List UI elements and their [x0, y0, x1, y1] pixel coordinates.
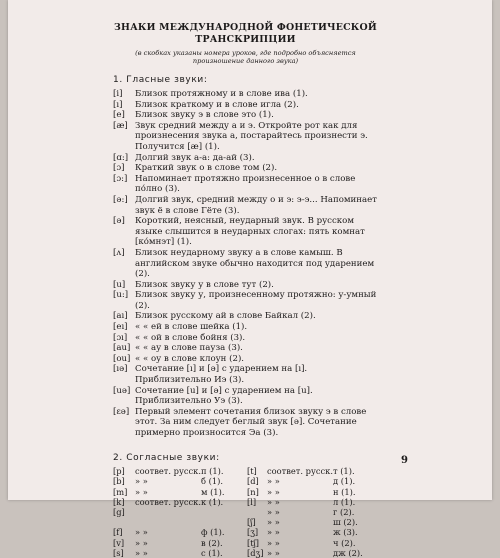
consonant-cell-l1: » » — [135, 547, 148, 558]
vowel-description: Близок русскому ай в слове Байкал (2). — [135, 311, 316, 322]
vowel-symbol: [uə] — [113, 385, 131, 396]
vowel-entry — [113, 89, 378, 100]
consonant-cell-s1: [f] — [113, 527, 123, 538]
title-line-2: ТРАНСКРИПЦИИ — [195, 33, 296, 45]
vowel-entry — [113, 100, 378, 111]
consonant-cell-v2: ж (3). — [332, 527, 358, 538]
vowel-description: Долгий звук, средний между о и э: э-э... Напоминает звук ё в слове Гёте (3). — [135, 194, 377, 216]
consonant-cell-l2: » » — [266, 507, 280, 517]
consonant-row — [113, 497, 378, 507]
consonant-cell-s1: [g] — [113, 507, 125, 517]
vowel-description: Сочетание [u] и [ə] с ударением на [u]. Приблизительно Уэ (3). — [135, 385, 313, 407]
consonant-table-body — [113, 466, 378, 558]
consonant-cell-s2: [n] — [246, 486, 259, 497]
vowel-symbol: [æ] — [113, 120, 128, 131]
vowel-description: « « оу в слове клоун (2). — [135, 353, 245, 364]
vowel-description: Сочетание [ı] и [ə] с ударением на [ı]. Приблизительно Иэ (3). — [135, 364, 308, 386]
page-content — [113, 22, 378, 558]
vowels-heading: 1. Гласные звуки: — [113, 75, 208, 86]
consonant-row — [113, 466, 378, 476]
vowel-symbol: [eı] — [113, 322, 128, 333]
consonant-cell-v2: д (1). — [332, 476, 356, 487]
vowel-entry — [113, 248, 378, 280]
consonant-cell-v2: г (2). — [332, 507, 355, 517]
consonant-row — [113, 538, 378, 548]
consonant-cell-v2: дж (2). — [332, 547, 363, 558]
vowel-description: Близок звуку э в слове это (1). — [135, 110, 274, 121]
vowel-symbol: [u] — [113, 279, 126, 290]
vowel-symbol: [e] — [113, 110, 125, 121]
vowel-description: Напоминает протяжно произнесенное о в слове по́лно (3). — [135, 173, 356, 195]
consonant-cell-l2: » » — [266, 547, 280, 558]
vowel-symbol: [aı] — [113, 311, 128, 322]
vowel-symbol: [ə:] — [113, 194, 128, 205]
consonant-cell-v2: н (1). — [332, 486, 356, 497]
consonant-cell-s1: [p] — [113, 466, 125, 477]
vowel-symbol: [ɛə] — [113, 406, 130, 417]
consonant-cell-v2: л (1). — [332, 496, 356, 507]
vowel-entry — [113, 290, 378, 311]
book-page — [8, 0, 492, 558]
page-number: 9 — [401, 455, 408, 466]
vowel-symbol: [ı] — [113, 99, 123, 110]
vowel-symbol: [ɔı] — [113, 332, 128, 343]
consonant-cell-v1: б (1). — [200, 476, 224, 487]
consonant-cell-s1: [s] — [113, 547, 124, 558]
vowel-entry — [113, 333, 378, 344]
title-line-1: ЗНАКИ МЕЖДУНАРОДНОЙ ФОНЕТИЧЕСКОЙ — [114, 22, 377, 33]
vowel-description: Долгий звук а-а: да-ай (3). — [135, 152, 255, 163]
consonant-cell-s2: [dʒ] — [246, 547, 264, 558]
vowel-description: Близок неударному звуку а в слове камыш. В английском звуке обычно находится под ударением (2). — [135, 247, 375, 280]
vowel-description: Короткий, неясный, неударный звук. В русском языке слышится в неударных слогах: пять комнат [ко́мнэт] (1). — [135, 216, 365, 248]
vowel-symbol: [u:] — [113, 290, 129, 301]
vowel-symbol: [ou] — [113, 353, 131, 364]
vowel-description: « « ой в слове бойня (3). — [135, 332, 246, 343]
consonant-cell-v1: ф (1). — [200, 527, 225, 538]
consonant-cell-v1: к (1). — [200, 496, 224, 507]
vowel-entry — [113, 311, 378, 322]
consonant-cell-s1: [b] — [113, 476, 125, 487]
vowel-entry — [113, 110, 378, 121]
consonant-cell-l2: » » — [266, 486, 280, 497]
vowel-entry — [113, 354, 378, 365]
vowel-entry — [113, 322, 378, 333]
vowel-description: Близок краткому и в слове игла (2). — [135, 99, 299, 110]
vowel-description: Звук средний между а и э. Откройте рот как для произнесения звука а, постарайтесь произнести э. Получится [æ] (1). — [135, 120, 368, 152]
consonant-cell-s2: [t] — [246, 466, 257, 477]
vowel-symbol: [au] — [113, 343, 131, 354]
consonant-cell-l2: » » — [266, 537, 280, 548]
vowel-entry — [113, 121, 378, 153]
consonant-row — [113, 517, 378, 527]
consonant-cell-l2: » » — [266, 496, 280, 507]
consonant-row — [113, 476, 378, 486]
vowel-entry — [113, 364, 378, 385]
consonant-cell-l1: » » — [135, 527, 148, 538]
consonant-cell-v1 — [201, 507, 247, 517]
consonant-cell-l2: » » — [266, 527, 280, 538]
vowel-symbol: [ɔ:] — [113, 173, 128, 184]
consonant-row — [113, 548, 378, 558]
consonant-table — [113, 466, 378, 558]
consonant-cell-l1: » » — [135, 486, 148, 497]
consonant-cell-v1: м (1). — [200, 486, 225, 497]
consonant-cell-l1: соответ. русск. — [135, 466, 201, 477]
vowel-symbol: [ʌ] — [113, 247, 125, 258]
consonant-cell-s2: [d] — [246, 476, 259, 487]
consonant-cell-s1: [m] — [113, 486, 128, 497]
consonant-cell-v1: в (2). — [200, 537, 223, 548]
consonant-cell-l1: » » — [135, 476, 148, 487]
vowel-entry — [113, 386, 378, 407]
consonant-cell-s2: [ʒ] — [246, 527, 259, 538]
consonant-cell-s1 — [113, 517, 135, 527]
consonant-cell-l1: соответ. русск. — [135, 496, 201, 507]
vowel-entry — [113, 153, 378, 164]
consonant-cell-v2: т (1). — [332, 466, 355, 477]
consonant-cell-s2: [l] — [246, 496, 257, 507]
consonant-cell-v2: ч (2). — [332, 537, 356, 548]
vowel-symbol: [ıə] — [113, 364, 128, 375]
consonant-cell-l2: соответ. русск. — [266, 466, 333, 477]
consonant-cell-l1 — [135, 517, 201, 527]
consonant-cell-v1: с (1). — [200, 547, 223, 558]
vowel-entry — [113, 280, 378, 291]
subtitle-note: (в скобках указаны номера уроков, где подробно объясняется произношение данного звука) — [135, 49, 356, 66]
vowel-symbol: [i] — [113, 89, 123, 99]
consonant-cell-s2: [ʃ] — [246, 517, 256, 528]
consonant-cell-v2: ш (2). — [332, 517, 358, 528]
vowel-description: Близок звуку у в слове тут (2). — [135, 279, 274, 290]
vowel-entry — [113, 343, 378, 354]
consonant-cell-v1 — [201, 517, 247, 527]
vowel-description: Близок протяжному и в слове ива (1). — [135, 89, 308, 99]
consonant-cell-l2: » » — [266, 476, 280, 487]
consonants-heading: 2. Согласные звуки: — [113, 452, 220, 463]
consonant-row — [113, 487, 378, 497]
consonant-cell-s2: [tʃ] — [246, 537, 260, 548]
vowel-entry — [113, 216, 378, 248]
consonant-cell-l1 — [135, 507, 201, 517]
vowel-entry — [113, 407, 378, 439]
consonant-cell-v1: п (1). — [200, 466, 224, 477]
consonant-cell-s1: [v] — [113, 537, 125, 548]
vowel-entry — [113, 195, 378, 216]
consonant-row — [113, 507, 378, 517]
consonant-cell-l2: » » — [266, 517, 280, 528]
vowel-description: Первый элемент сочетания близок звуку э в слове этот. За ним следует беглый звук [ə]. Сочетание примерно произносится Эа (3). — [135, 406, 367, 438]
vowel-description: Близок звуку у, произнесенному протяжно: у-умный (2). — [135, 290, 377, 311]
vowel-entry — [113, 163, 378, 174]
consonant-row — [113, 527, 378, 537]
vowel-description: « « ей в слове шейка (1). — [135, 322, 248, 333]
vowel-description: « « ау в слове пауза (3). — [135, 343, 243, 354]
vowel-list — [113, 89, 378, 439]
section-gap — [113, 439, 378, 447]
vowel-description: Краткий звук о в слове том (2). — [135, 163, 278, 174]
vowel-symbol: [ɑ:] — [113, 152, 129, 163]
vowel-symbol: [ɔ] — [113, 163, 125, 174]
vowel-entry — [113, 174, 378, 195]
vowel-symbol: [ə] — [113, 216, 125, 227]
page-title — [113, 22, 378, 45]
consonant-cell-l1: » » — [135, 537, 148, 548]
consonant-cell-s1: [k] — [113, 496, 125, 507]
consonant-cell-s2 — [247, 507, 267, 517]
